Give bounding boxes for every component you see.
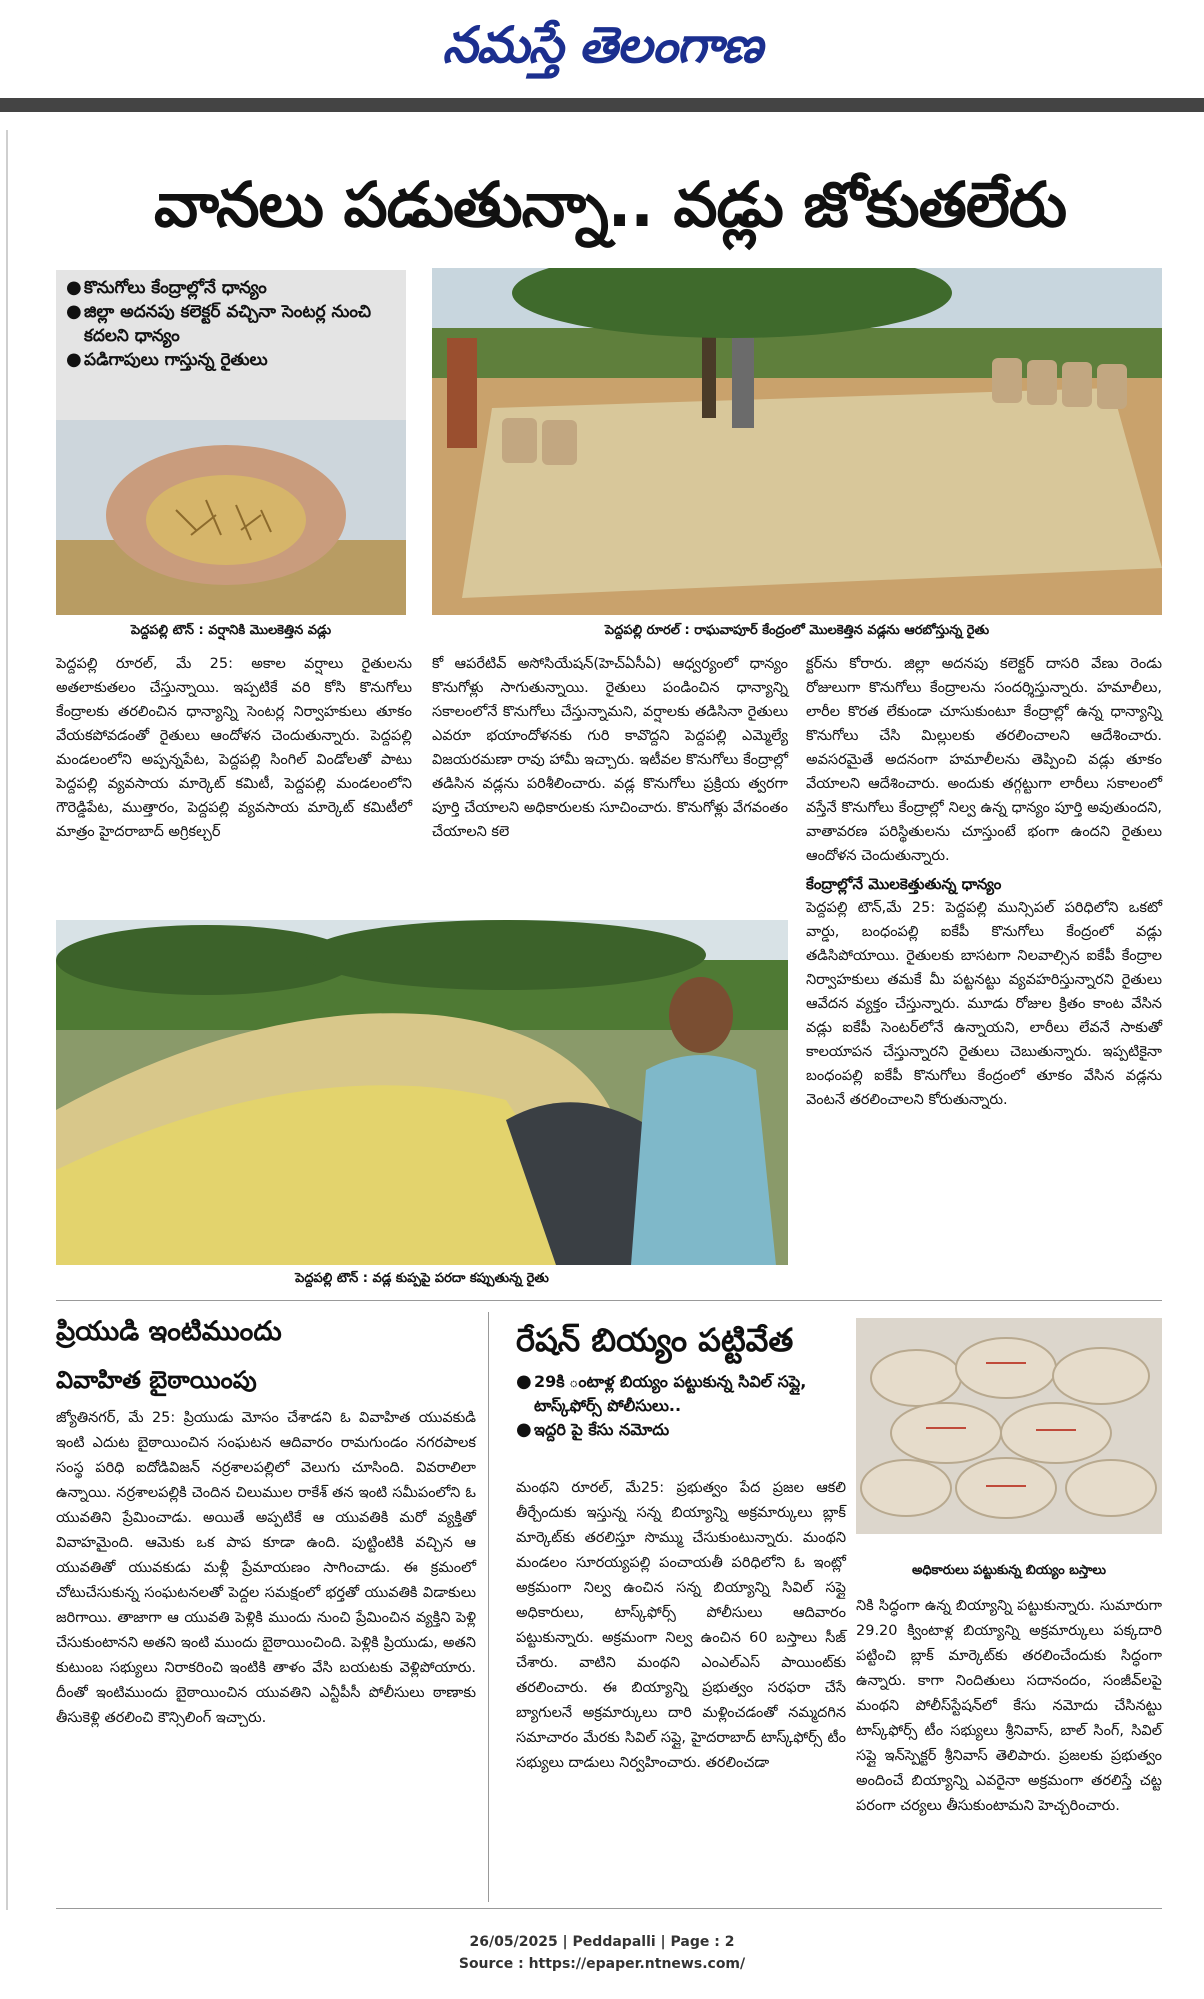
- photo-sprouted-paddy: [56, 420, 406, 615]
- rice-bags-image: [856, 1318, 1162, 1534]
- bullet-icon: ●: [516, 1371, 532, 1392]
- headline: వానలు పడుతున్నా.. వడ్లు జోకుతలేరు: [153, 168, 1067, 241]
- footer-source-link[interactable]: Source : https://epaper.ntnews.com/: [458, 1956, 746, 1972]
- story3-column-1: మంథని రూరల్, మే25: ప్రభుత్వం పేద ప్రజల ఆకలి తీర్చేందుకు ఇస్తున్న సన్న బియ్యాన్ని అక్రమార్కులు బ్లాక్ మార్కెట్‌కు తరలిస్తూ సొమ్ము చేసుకుంటున్నారు. మంథని మండలం సూరయ్యపల్లి పంచాయతీ పరిధిలోని ఓ ఇంట్లో అక్రమంగా నిల్వ ఉంచిన సన్న బియ్యాన్ని సివిల్ సప్లై అధికారులు, టాస్క్‌ఫోర్స్ పోలీసులు ఆదివారం పట్టుకున్నారు. అక్రమంగా నిల్వ ఉంచిన 60 బస్తాలు సీజ్ చేశారు. వాటిని మంథని ఎంఎల్ఎస్ పాయింట్‌కు తరలించారు. ఈ బియ్యాన్ని ప్రభుత్వం సరఫరా చేసే బ్యాగులనే అక్రమార్కులు దారి మళ్లించడంతో నమ్మదగిన సమాచారం మేరకు సివిల్ సప్లై, హైదరాబాద్ టాస్క్‌ఫోర్స్ టీం సభ్యులు దాడులు నిర్వహించారు. తరలించడా: [516, 1480, 846, 1771]
- photo-caption: పెద్దపల్లి రూరల్ : రాఘవాపూర్ కేంద్రంలో మొలకెత్తిన వడ్లను ఆరబోస్తున్న రైతు: [604, 623, 990, 638]
- newspaper-logo: నమస్తే తెలంగాణ: [442, 15, 762, 74]
- story3-bullets: [516, 1370, 846, 1442]
- masthead-bar: [0, 98, 1204, 112]
- bullet-icon: ●: [66, 301, 82, 322]
- story1-column-3: క్టర్‌ను కోరారు. జిల్లా అదనపు కలెక్టర్ దాసరి వేణు రెండు రోజులుగా కొనుగోలు కేంద్రాలను సందర్శిస్తున్నారు. హమాలీలు, లారీల కొరత లేకుండా చూసుకుంటూ కేంద్రాల్లో ఉన్న ధాన్యాన్ని కొనుగోలు చేసి మిల్లులకు తరలించాలని ఆదేశించారు. అవసరమైతే అదనంగా హమాలీలను తెప్పించి వడ్లు తూకం వేయాలని ఆదేశించారు. అందుకు తగ్గట్టుగా లారీలు సకాలంలో వస్తేనే కొనుగోలు కేంద్రాల్లో నిల్వ ఉన్న ధాన్యం పూర్తి అవుతుందని, వాతావరణ పరిస్థితులను చూస్తుంటే భంగా ఉందని రైతులు ఆందోళన చెందుతున్నారు. కేంద్రాల్లోనే మొలకెత్తుతున్న ధాన్యం పెద్దపల్లి టౌన్,మే 25: పెద్దపల్లి మున్సిపల్ పరిధిలోని ఒకటో వార్డు, బంధంపల్లి ఐకేపీ కొనుగోలు కేంద్రంలో వడ్లు తడిసిపోయాయి. రైతులకు బాసటగా నిలవాల్సిన ఐకేపీ కేంద్రాల నిర్వాహకులు తమకే మీ పట్టనట్టు వ్యవహరిస్తున్నారని రైతులు ఆవేదన వ్యక్తం చేస్తున్నారు. మూడు రోజుల క్రితం కాంట వేసిన వడ్లు ఐకేపీ సెంటర్‌లోనే ఉన్నాయని, లారీలు లేవనే సాకుతో కాలయాపన చేస్తున్నారని రైతులు చెబుతున్నారు. ఇప్పటికైనా బంధంపల్లి ఐకేపీ కొనుగోలు కేంద్రంలో తూకం వేసిన వడ్లను వెంటనే తరలించాలని కోరుతున్నారు.: [806, 656, 1162, 1108]
- highlight-item: ● పడిగాపులు గాస్తున్న రైతులు: [66, 349, 268, 370]
- photo-caption: పెద్దపల్లి టౌన్ : వడ్ల కుప్పపై పరదా కప్పుతున్న రైతు: [295, 1271, 549, 1286]
- story1-column-1: పెద్దపల్లి రూరల్, మే 25: అకాల వర్షాలు రైతులను అతలాకుతలం చేస్తున్నాయి. ఇప్పటికే వరి కోసి కొనుగోలు కేంద్రాలకు తరలించిన ధాన్యాన్ని సెంటర్ల నిర్వాహకులు తూకం వేయకపోవడంతో రైతులు ఆందోళన చెందుతున్నారు. పెద్దపల్లి మండలంలోని అప్పన్నపేట, పెద్దపల్లి సింగిల్ విండోలతో పాటు పెద్దపల్లి వ్యవసాయ మార్కెట్ కమిటీ, పెద్దపల్లి మండలంలోని గౌరెడ్డిపేట, ముత్తారం, పెద్దపల్లి వ్యవసాయ మార్కెట్ కమిటీలో మాత్రం హైదరాబాద్ అగ్రికల్చర్: [56, 656, 412, 840]
- story2-title: ప్రియుడి ఇంటిముందు: [56, 1316, 282, 1347]
- highlight-item: ● ఇద్దరి పై కేసు నమోదు: [516, 1419, 670, 1440]
- photo-caption: పెద్దపల్లి టౌన్ : వర్షానికి మొలకెత్తిన వడ్లు: [130, 623, 332, 638]
- highlights-box: [56, 270, 406, 420]
- photo-covering-heap: [56, 920, 788, 1265]
- photo-rice-bags: [856, 1318, 1162, 1534]
- highlight-item: ● కొనుగోలు కేంద్రాల్లోనే ధాన్యం: [66, 277, 267, 298]
- sprouted-paddy-image: [56, 420, 406, 615]
- photo-drying-paddy: [432, 268, 1162, 615]
- story3-column-2: నికి సిద్ధంగా ఉన్న బియ్యాన్ని పట్టుకున్నారు. సుమారుగా 29.20 క్వింటాళ్ల బియ్యాన్ని అక్రమార్కులు పక్కదారి పట్టించి బ్లాక్ మార్కెట్‌కు తరలించేందుకు సిద్ధంగా ఉన్నారు. కాగా నిందితులు సదానందం, సంజీవ్‌లపై మంథని పోలీస్‌స్టేషన్‌లో కేసు నమోదు చేసినట్టు టాస్క్‌ఫోర్స్ టీం సభ్యులు శ్రీనివాస్, బాల్ సింగ్, సివిల్ సప్లై ఇన్‌స్పెక్టర్ శ్రీనివాస్ తెలిపారు. ప్రజలకు ప్రభుత్వం అందించే బియ్యాన్ని ఎవరైనా అక్రమంగా తరలిస్తే చట్ట పరంగా చర్యలు తీసుకుంటామని హెచ్చరించారు.: [856, 1598, 1162, 1814]
- highlight-item: ● జిల్లా అదనపు కలెక్టర్ వచ్చినా సెంటర్ల నుంచి కదలని ధాన్యం: [66, 301, 372, 346]
- footer-divider: [56, 1908, 1162, 1909]
- highlight-item: ● 29కి ంటాళ్ల బియ్యం పట్టుకున్న సివిల్ సప్లై, టాస్క్‌ఫోర్స్ పోలీసులు..: [516, 1370, 846, 1418]
- left-border-line: [6, 130, 8, 1910]
- drying-paddy-image: [432, 268, 1162, 615]
- story1-column-2: కో ఆపరేటివ్ అసోసియేషన్(హెచ్ఏసీఏ) ఆధ్వర్యంలో ధాన్యం కొనుగోళ్లు సాగుతున్నాయి. రైతులు పండించిన ధాన్యాన్ని సకాలంలోనే కొనుగోలు చేస్తున్నామని, వర్షాలకు తడిసినా రైతులు ఎవరూ భయాందోళనకు గురి కావొద్దని పెద్దపల్లి ఎమ్మెల్యే విజయరమణా రావు హామీ ఇచ్చారు. ఇటీవల కొనుగోలు కేంద్రాల్లో తడిసిన వడ్లను పరిశీలించారు. వడ్ల కొనుగోలు ప్రక్రియ త్వరగా పూర్తి చేయాలని అధికారులకు సూచించారు. కొనుగోళ్లు వేగవంతం చేయాలని కలె: [432, 656, 788, 840]
- bullet-icon: ●: [66, 277, 82, 298]
- story2-subtitle: వివాహిత బైఠాయింపు: [56, 1366, 257, 1394]
- section-divider: [56, 1300, 1162, 1301]
- bullet-icon: ●: [516, 1419, 532, 1440]
- story1-subhead: కేంద్రాల్లోనే మొలకెత్తుతున్న ధాన్యం: [806, 875, 1002, 893]
- bullet-icon: ●: [66, 349, 82, 370]
- masthead: [0, 0, 1204, 96]
- story3-title: రేషన్ బియ్యం పట్టివేత: [516, 1321, 794, 1359]
- story2-body: జ్యోతినగర్, మే 25: ప్రియుడు మోసం చేశాడని ఓ వివాహిత యువకుడి ఇంటి ఎదుట బైఠాయించిన సంఘటన ఆదివారం రామగుండం నగరపాలక సంస్థ పరిధి ఐదోడివిజన్ నర్రశాలపల్లిలో వెలుగు చూసింది. వివరాలిలా ఉన్నాయి. నర్రశాలపల్లికి చెందిన చిలుముల రాకేశ్ తన ఇంటి సమీపంలోని ఓ యువతిని ప్రేమించాడు. అయితే అప్పటికే ఆ యువతికి మరో వ్యక్తితో వివాహమైంది. ఆమెకు ఒక పాప కూడా ఉంది. పుట్టింటికి వచ్చిన ఆ యువతితో యువకుడు మళ్లీ ప్రేమాయణం సాగించాడు. ఈ క్రమంలో చోటుచేసుకున్న సంఘటనలతో పెద్దల సమక్షంలో భర్తతో యువతికి విడాకులు జరిగాయి. తాజాగా ఆ యువతి పెళ్లికి ముందు నుంచి ప్రేమించిన వ్యక్తిని పెళ్లి చేసుకుంటానని అతని ఇంటి ముందు బైఠాయించింది. పెళ్లికి ప్రియుడు, అతని కుటుంబ సభ్యులు నిరాకరించి ఇంటికి తాళం వేసి బయటకు వెళ్లిపోయారు. దీంతో ఇంటిముందు బైఠాయించిన యువతిని ఎన్టీపీసీ పోలీసులు ఠాణాకు తీసుకెళ్లి తరలించి కౌన్సిలింగ్ ఇచ్చారు.: [56, 1410, 476, 1726]
- photo-caption: అధికారులు పట్టుకున్న బియ్యం బస్తాలు: [911, 1563, 1107, 1578]
- footer-date-line: 26/05/2025 | Peddapalli | Page : 2: [469, 1934, 735, 1950]
- column-divider: [488, 1312, 489, 1902]
- covering-heap-image: [56, 920, 788, 1265]
